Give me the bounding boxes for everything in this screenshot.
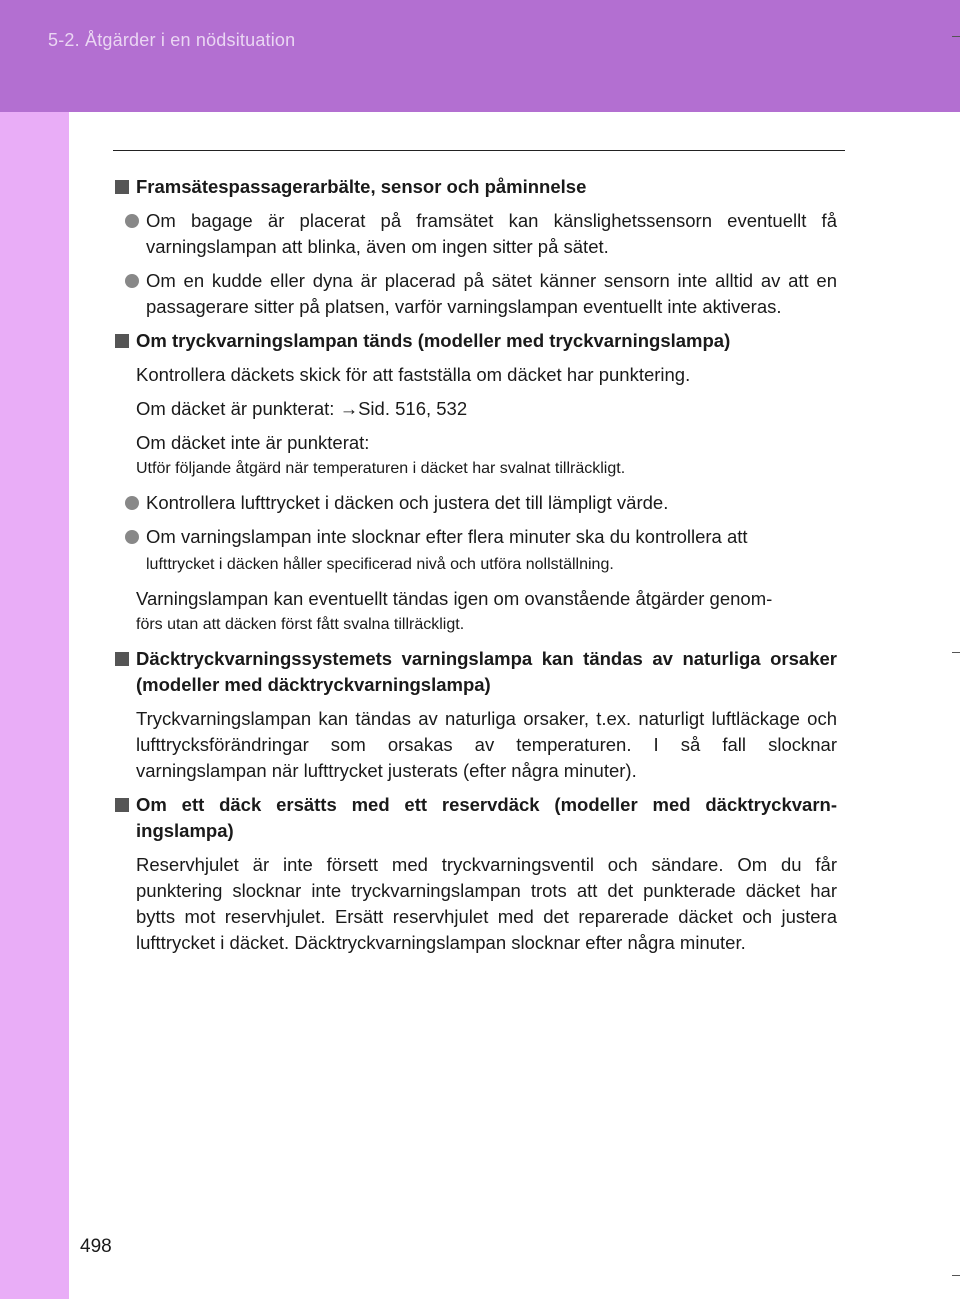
section-pressure-warning [115, 328, 837, 638]
arrow-icon: → [339, 398, 359, 419]
section-title: Om tryckvarningslampan tänds (modeller med tryckvarningslampa) [115, 328, 837, 354]
paragraph: Reservhjulet är inte försett med tryckvarningsventil och sändare. Om du får punktering slocknar inte tryckvarningslampan trots att det punkterade däcket har bytts mot reservhjulet. Ersätt reservhjulet med det reparerade däcket och justera lufttrycket i däcket. Däcktryckvarningslampan slocknar efter några minuter. [136, 854, 837, 953]
square-bullet-icon [115, 334, 129, 348]
paragraph-small: Utför följande åtgärd när temperaturen i däcket har svalnat tillräckligt. [136, 460, 626, 477]
section-heading: 5-2. Åtgärder i en nödsituation [48, 30, 296, 50]
section-seatbelt [115, 174, 837, 320]
square-bullet-icon [115, 180, 129, 194]
section-natural-causes [115, 646, 837, 784]
list-item: Kontrollera lufttrycket i däcken och justera det till lämpligt värde. [125, 490, 837, 516]
section-spare-tire [115, 792, 837, 956]
paragraph: Tryckvarningslampan kan tändas av naturliga orsaker, t.ex. naturligt luftläckage och lufttrycksförändringar som orsakas av temperaturen. I så fall slocknar varningslampan när lufttrycket justerats (efter några minuter). [136, 708, 837, 781]
square-bullet-icon [115, 798, 129, 812]
page-number: 498 [80, 1236, 112, 1257]
list-item: Om varningslampan inte slocknar efter flera minuter ska du kontrollera att lufttrycket i däcken håller specificerad nivå och utföra nollställning. [125, 524, 837, 578]
header-bar [0, 0, 960, 112]
sidebar-tab [0, 112, 69, 1299]
list-item: Om en kudde eller dyna är placerad på sätet känner sensorn inte alltid av att en passagerare sitter på platsen, varför varningslampan eventuellt inte aktiveras. [125, 268, 837, 320]
crop-mark [952, 652, 960, 653]
circle-bullet-icon [125, 530, 139, 544]
section-title: Framsätespassagerarbälte, sensor och påminnelse [115, 174, 837, 200]
crop-mark [952, 36, 960, 37]
paragraph-small: förs utan att däcken först fått svalna tillräckligt. [136, 616, 465, 633]
circle-bullet-icon [125, 274, 139, 288]
paragraph: Kontrollera däckets skick för att fastställa om däcket har punktering. [136, 364, 691, 385]
paragraph: Varningslampan kan eventuellt tändas igen om ovanstående åtgärder genom- [136, 588, 773, 609]
circle-bullet-icon [125, 214, 139, 228]
top-rule [113, 150, 845, 151]
page-reference: Sid. 516, 532 [358, 398, 468, 419]
paragraph: Om däcket är punkterat: →Sid. 516, 532 [136, 398, 468, 419]
square-bullet-icon [115, 652, 129, 666]
section-title: Om ett däck ersätts med ett reservdäck (modeller med däcktryckvarn-ingslampa) [115, 792, 837, 844]
crop-mark [952, 1275, 960, 1276]
paragraph: Om däcket inte är punkterat: [136, 432, 370, 453]
section-title: Däcktryckvarningssystemets varningslampa kan tändas av naturliga orsaker (modeller med däcktryckvarningslampa) [115, 646, 837, 698]
list-item: Om bagage är placerat på framsätet kan känslighetssensorn eventuellt få varningslampan att blinka, även om ingen sitter på sätet. [125, 208, 837, 260]
page-content [115, 174, 837, 964]
circle-bullet-icon [125, 496, 139, 510]
